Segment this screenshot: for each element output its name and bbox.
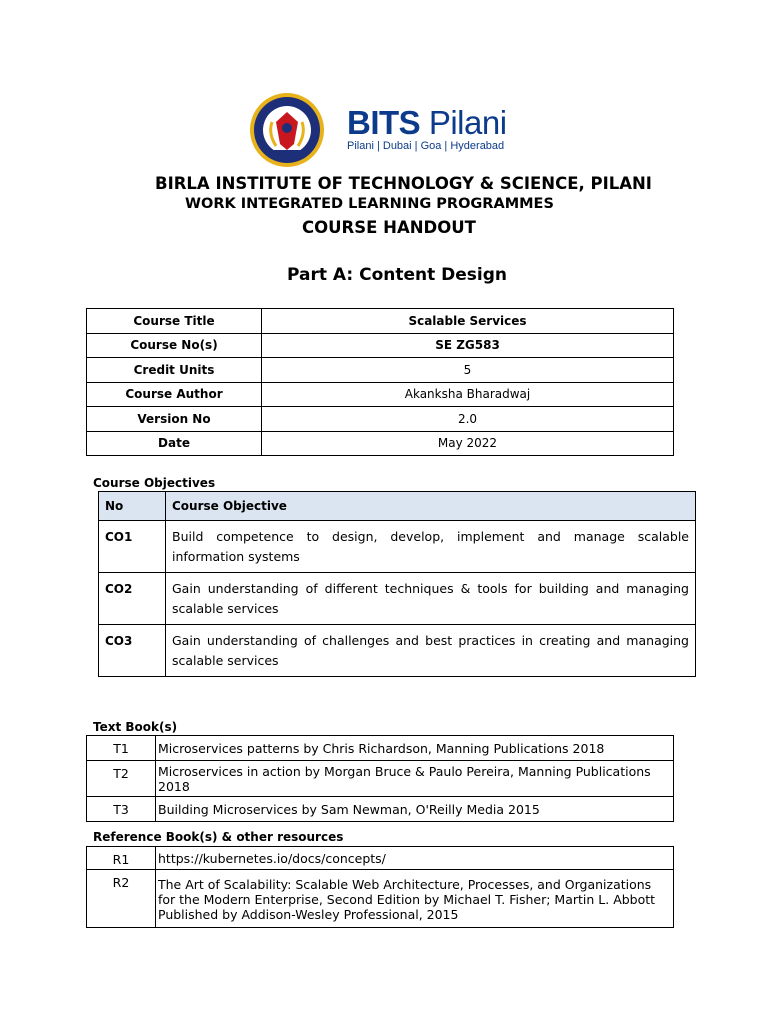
course-info-label: Course Title <box>87 309 262 334</box>
course-info-label: Course Author <box>87 382 262 407</box>
objective-row <box>99 625 696 677</box>
seal-motto-banner <box>274 150 300 156</box>
course-info-label: Date <box>87 431 262 456</box>
book-row <box>87 736 674 761</box>
resource-link[interactable]: https://kubernetes.io/docs/concepts/ <box>156 847 674 870</box>
book-id: R2 <box>87 870 156 928</box>
course-info-value: SE ZG583 <box>262 333 674 358</box>
objective-no: CO2 <box>99 573 166 625</box>
book-title: The Art of Scalability: Scalable Web Architecture, Processes, and Organizations for the Modern Enterprise, Second Edition by Michael T. Fisher; Martin L. Abbott Published by Addison-Wesley Professional, 2015 <box>156 870 674 928</box>
objectives-header-no: No <box>99 492 166 521</box>
brand-tagline: Pilani | Dubai | Goa | Hyderabad <box>347 140 505 152</box>
institute-name: BIRLA INSTITUTE OF TECHNOLOGY & SCIENCE, PILANI <box>155 174 652 193</box>
book-row <box>87 847 674 870</box>
text-books-label: Text Book(s) <box>93 720 178 734</box>
brand-wordmark <box>347 106 527 152</box>
reference-books-table <box>86 846 674 928</box>
book-row <box>87 797 674 822</box>
course-info-row <box>87 358 674 383</box>
book-row <box>87 870 674 928</box>
programme-name: WORK INTEGRATED LEARNING PROGRAMMES <box>185 196 554 212</box>
course-info-value: 2.0 <box>262 407 674 432</box>
reference-books-label: Reference Book(s) & other resources <box>93 830 344 844</box>
objective-text: Build competence to design, develop, implement and manage scalable information systems <box>166 521 696 573</box>
course-info-row <box>87 407 674 432</box>
course-info-label: Credit Units <box>87 358 262 383</box>
objective-no: CO1 <box>99 521 166 573</box>
bits-seal-logo <box>248 92 326 168</box>
text-books-table <box>86 735 674 822</box>
course-info-row <box>87 309 674 334</box>
objective-row <box>99 521 696 573</box>
objective-text: Gain understanding of challenges and best practices in creating and managing scalable services <box>166 625 696 677</box>
book-row <box>87 761 674 797</box>
book-id: R1 <box>87 847 156 870</box>
part-heading: Part A: Content Design <box>287 265 508 285</box>
book-title: Building Microservices by Sam Newman, O'Reilly Media 2015 <box>156 797 674 822</box>
course-info-value: 5 <box>262 358 674 383</box>
course-info-label: Course No(s) <box>87 333 262 358</box>
objectives-header-objective: Course Objective <box>166 492 696 521</box>
course-info-table <box>86 308 674 456</box>
course-info-value: Scalable Services <box>262 309 674 334</box>
course-objectives-label: Course Objectives <box>93 476 216 490</box>
course-objectives-table <box>98 491 696 677</box>
brand-name-bold: BITS <box>347 104 421 141</box>
brand-name-light: Pilani <box>428 104 507 141</box>
objective-text: Gain understanding of different techniques & tools for building and managing scalable services <box>166 573 696 625</box>
book-id: T3 <box>87 797 156 822</box>
course-info-row <box>87 333 674 358</box>
course-info-value: May 2022 <box>262 431 674 456</box>
objectives-header-row <box>99 492 696 521</box>
document-title: COURSE HANDOUT <box>302 218 476 237</box>
book-id: T1 <box>87 736 156 761</box>
objective-row <box>99 573 696 625</box>
book-id: T2 <box>87 761 156 797</box>
book-title: Microservices patterns by Chris Richardson, Manning Publications 2018 <box>156 736 674 761</box>
seal-center-mark <box>282 123 292 133</box>
book-title: Microservices in action by Morgan Bruce & Paulo Pereira, Manning Publications 2018 <box>156 761 674 797</box>
course-info-row <box>87 431 674 456</box>
course-info-value: Akanksha Bharadwaj <box>262 382 674 407</box>
brand-name <box>347 106 527 140</box>
objective-no: CO3 <box>99 625 166 677</box>
course-info-row <box>87 382 674 407</box>
course-info-label: Version No <box>87 407 262 432</box>
